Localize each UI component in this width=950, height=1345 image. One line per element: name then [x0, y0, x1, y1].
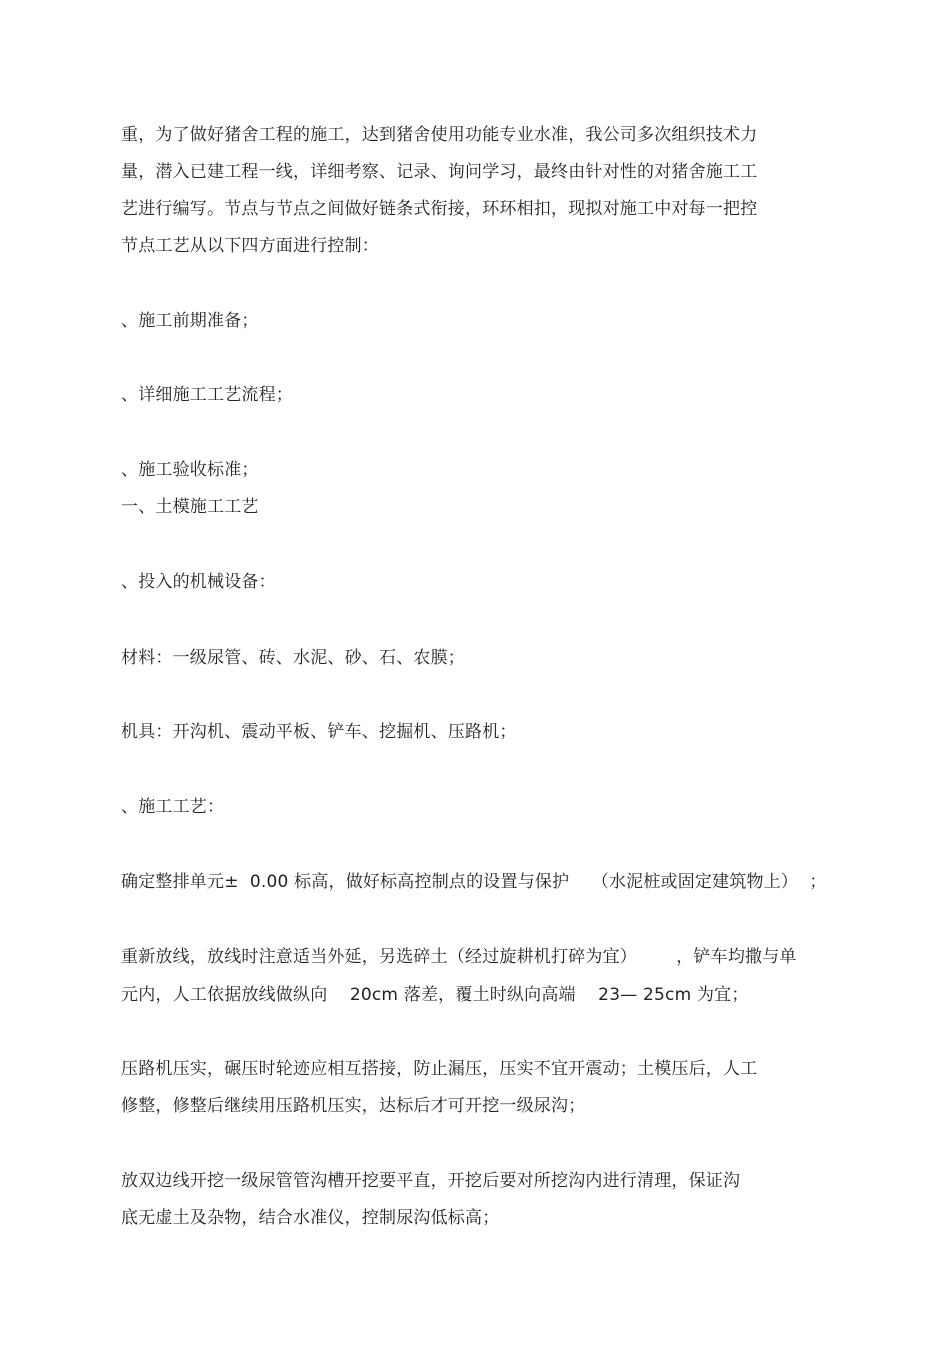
paragraph-intro-line-1: 重，为了做好猪舍工程的施工，达到猪舍使用功能专业水准，我公司多次组织技术力	[121, 125, 758, 145]
subsection-equipment: 、投入的机械设备：	[121, 572, 276, 592]
paragraph-intro-line-2: 量，潜入已建工程一线，详细考察、记录、询问学习，最终由针对性的对猪舍施工工	[121, 162, 758, 182]
step-compaction-line-2: 修整，修整后继续用压路机压实，达标后才可开挖一级尿沟；	[121, 1096, 586, 1116]
list-item-preparation: 、施工前期准备；	[121, 311, 259, 331]
step-trench-line-1: 放双边线开挖一级尿管管沟槽开挖要平直，开挖后要对所挖沟内进行清理，保证沟	[121, 1171, 741, 1191]
step-compaction-line-1: 压路机压实，碾压时轮迹应相互搭接，防止漏压，压实不宜开震动；土模压后，人工	[121, 1059, 758, 1079]
subsection-process: 、施工工艺：	[121, 797, 225, 817]
step-layout-line-1: 重新放线，放线时注意适当外延，另选碎土（经过旋耕机打碎为宜） ，铲车均撒与单	[121, 947, 797, 967]
step-trench-line-2: 底无虚土及杂物，结合水准仪，控制尿沟低标高；	[121, 1208, 500, 1228]
materials-line: 材料：一级尿管、砖、水泥、砂、石、农膜；	[121, 648, 465, 668]
list-item-acceptance: 、施工验收标准；	[121, 460, 259, 480]
step-elevation: 确定整排单元± 0.00 标高，做好标高控制点的设置与保护 （水泥桩或固定建筑物上） ；	[121, 872, 827, 892]
step-layout-line-2: 元内，人工依据放线做纵向 20cm 落差，覆土时纵向高端 23— 25cm 为宜；	[121, 985, 749, 1005]
tools-line: 机具：开沟机、震动平板、铲车、挖掘机、压路机；	[121, 722, 517, 742]
section-heading: 一、土模施工工艺	[121, 497, 259, 517]
paragraph-intro-line-4: 节点工艺从以下四方面进行控制：	[121, 236, 379, 256]
paragraph-intro-line-3: 艺进行编写。节点与节点之间做好链条式衔接，环环相扣，现拟对施工中对每一把控	[121, 199, 758, 219]
list-item-process-flow: 、详细施工工艺流程；	[121, 385, 293, 405]
